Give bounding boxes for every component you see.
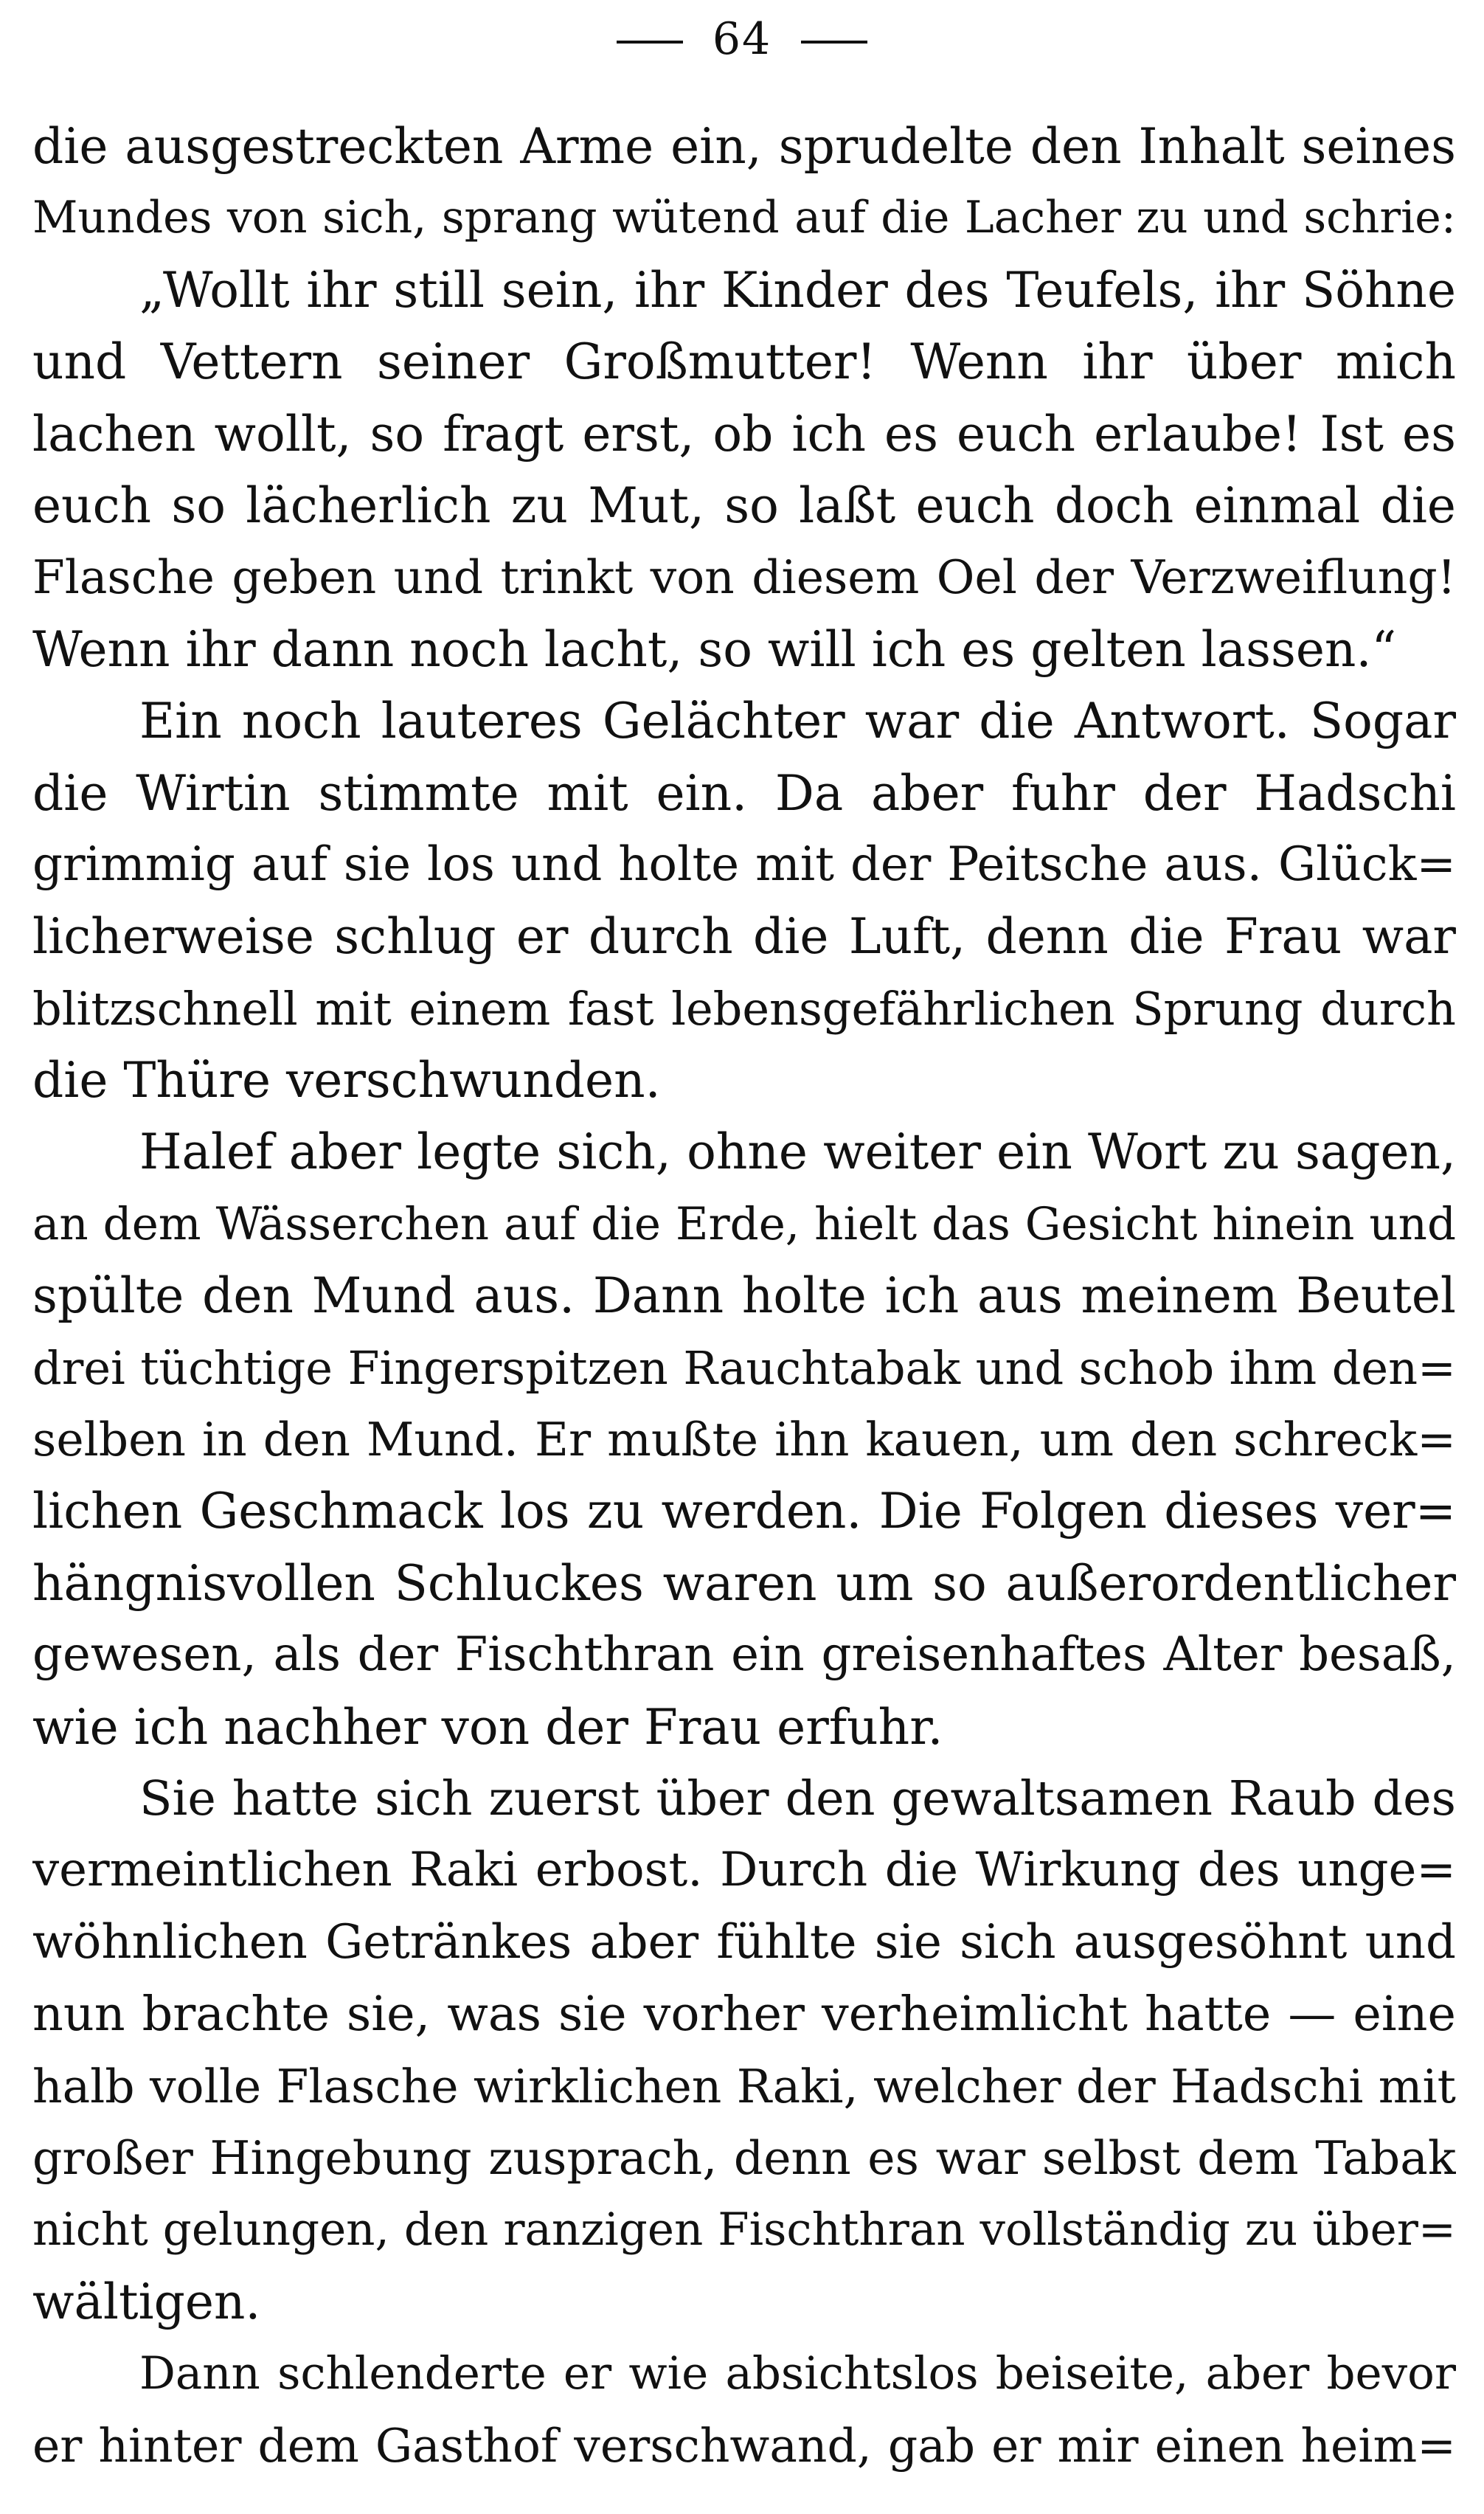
text-line: Sie hatte sich zuerst über den gewaltsamen Raub des (139, 1770, 1456, 1826)
text-line: „Wollt ihr still sein, ihr Kinder des Teufels, ihr Söhne (139, 261, 1456, 319)
text-line: gewesen, als der Fischthran ein greisenhaftes Alter besaß, (32, 1627, 1456, 1683)
text-line: lachen wollt, so fragt erst, ob ich es euch erlaube! Ist es (32, 405, 1456, 463)
text-line: drei tüchtige Fingerspitzen Rauchtabak und schob ihm den= (32, 1340, 1456, 1395)
text-line: grimmig auf sie los und holte mit der Peitsche aus. Glück= (32, 837, 1456, 892)
text-line: großer Hingebung zusprach, denn es war selbst dem Tabak (32, 2130, 1456, 2185)
text-line: lichen Geschmack los zu werden. Die Folgen dieses ver= (32, 1483, 1456, 1540)
text-line: blitzschnell mit einem fast lebensgefährlichen Sprung durch (32, 981, 1456, 1036)
text-line: die ausgestreckten Arme ein, sprudelte den Inhalt seines (32, 118, 1456, 175)
text-line: licherweise schlug er durch die Luft, denn die Frau war (32, 908, 1456, 966)
text-line: und Vettern seiner Großmutter! Wenn ihr über mich (32, 333, 1456, 391)
text-line: er hinter dem Gasthof verschwand, gab er mir einen heim= (32, 2418, 1456, 2473)
text-line: selben in den Mund. Er mußte ihn kauen, um den schreck= (32, 1413, 1456, 1467)
text-line: euch so lächerlich zu Mut, so laßt euch doch einmal die (32, 477, 1456, 534)
text-line: die Thüre verschwunden. (32, 1052, 661, 1109)
header-dash-right (801, 41, 867, 44)
text-line: die Wirtin stimmte mit ein. Da aber fuhr der Hadschi (32, 764, 1456, 822)
text-line: Flasche geben und trinkt von diesem Oel der Verzweiflung! (32, 550, 1456, 605)
text-line: nicht gelungen, den ranzigen Fischthran vollständig zu über= (32, 2203, 1456, 2257)
text-line: Wenn ihr dann noch lacht, so will ich es gelten lassen.“ (32, 620, 1397, 678)
text-line: Ein noch lauteres Gelächter war die Antwort. Sogar (139, 693, 1456, 750)
text-line: wie ich nachher von der Frau erfuhr. (32, 1698, 943, 1756)
page-number: 64 (712, 13, 772, 65)
text-line: Halef aber legte sich, ohne weiter ein Wort zu sagen, (139, 1123, 1456, 1181)
text-line: wöhnlichen Getränkes aber fühlte sie sich ausgesöhnt und (32, 1914, 1456, 1970)
text-line: hängnisvollen Schluckes waren um so außerordentlicher (32, 1554, 1456, 1612)
text-line: spülte den Mund aus. Dann holte ich aus meinem Beutel (32, 1267, 1456, 1325)
text-line: wältigen. (32, 2273, 261, 2330)
text-line: vermeintlichen Raki erbost. Durch die Wirkung des unge= (32, 1843, 1456, 1898)
text-line: nun brachte sie, was sie vorher verheimlicht hatte — eine (32, 1987, 1456, 2043)
text-line: Mundes von sich, sprang wütend auf die Lacher zu und schrie: (32, 192, 1456, 244)
text-line: an dem Wässerchen auf die Erde, hielt das Gesicht hinein und (32, 1197, 1456, 1250)
page-header (0, 13, 1484, 65)
text-line: Dann schlenderte er wie absichtslos beiseite, aber bevor (139, 2347, 1456, 2400)
header-dash-left (617, 41, 683, 44)
text-line: halb volle Flasche wirklichen Raki, welcher der Hadschi mit (32, 2059, 1456, 2113)
body-text (32, 111, 1456, 2482)
